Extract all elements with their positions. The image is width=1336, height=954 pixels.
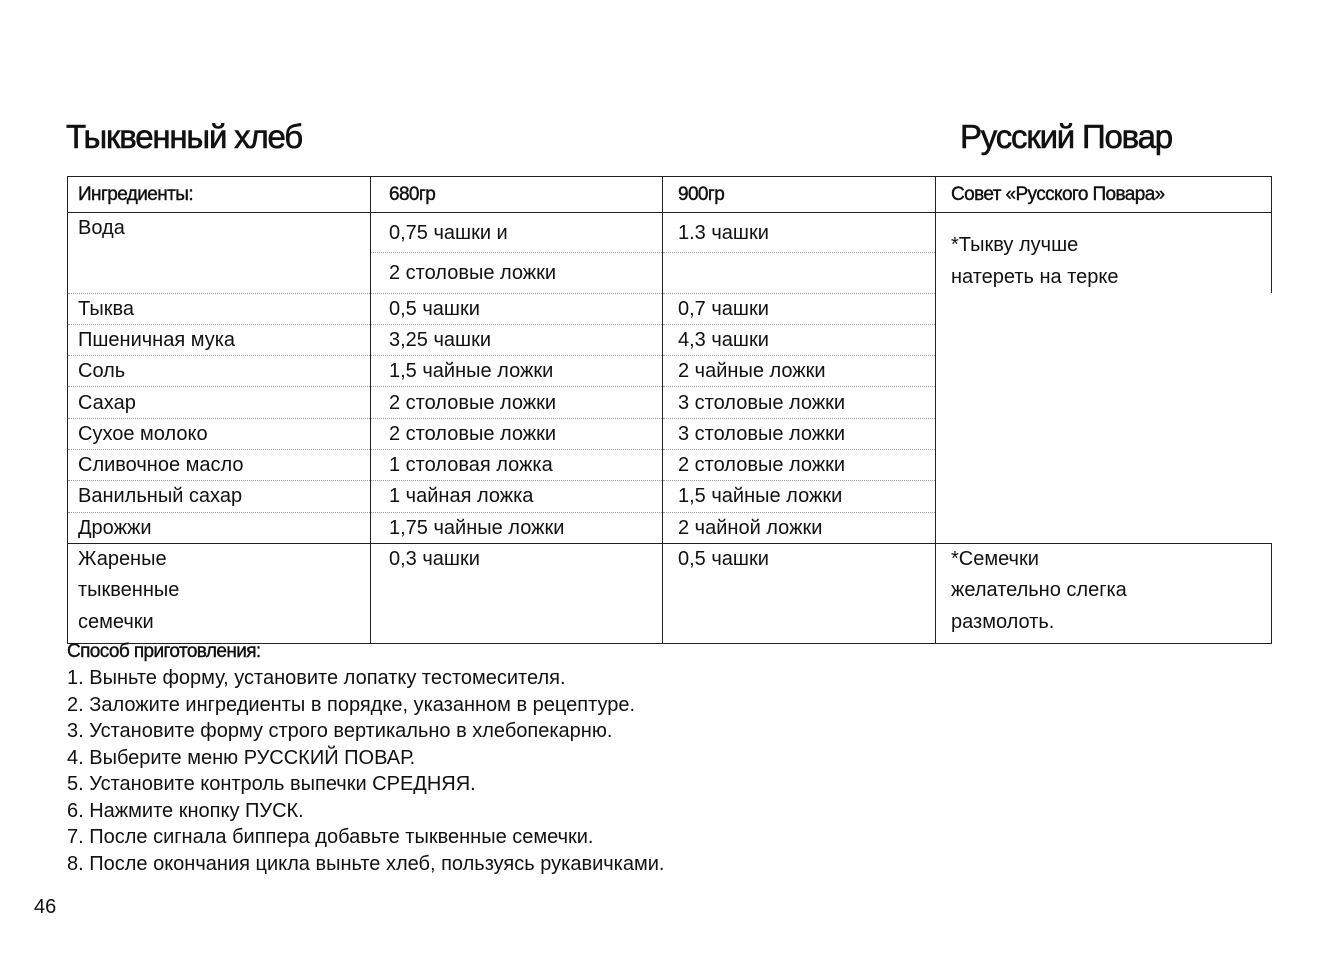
ingredient-name: Соль <box>68 356 371 387</box>
amount-680: 2 столовые ложки <box>371 253 663 293</box>
header-680: 680гр <box>371 177 663 213</box>
table-row <box>68 213 1272 253</box>
amount-680: 2 столовые ложки <box>371 418 663 449</box>
amount-680: 1,75 чайные ложки <box>371 512 663 543</box>
method-step: 2. Заложите ингредиенты в порядке, указанном в рецептуре. <box>67 693 636 716</box>
name-line: Жареные <box>78 547 167 570</box>
advice-line: *Семечки <box>951 547 1039 570</box>
method-step: 1. Выньте форму, установите лопатку тестомесителя. <box>67 667 566 689</box>
ingredients-table <box>67 176 1272 644</box>
amount-900: 2 столовые ложки <box>663 449 936 480</box>
method-step: 5. Установите контроль выпечки СРЕДНЯЯ. <box>67 773 476 795</box>
header-advice: Совет «Русского Повара» <box>936 177 1272 213</box>
ingredient-name <box>68 543 371 643</box>
amount-680: 2 столовые ложки <box>371 387 663 418</box>
method-step: 8. После окончания цикла выньте хлеб, пользуясь рукавичками. <box>67 852 665 875</box>
ingredient-name: Вода <box>68 213 371 294</box>
table-row <box>68 449 1272 480</box>
amount-900: 0,5 чашки <box>663 543 936 643</box>
amount-680: 0,75 чашки и <box>371 213 663 253</box>
table-row <box>68 481 1272 512</box>
advice-line: натереть на терке <box>951 266 1119 288</box>
table-header-row <box>68 177 1272 213</box>
ingredient-name: Пшеничная мука <box>68 324 371 355</box>
page-number: 46 <box>34 896 57 918</box>
name-line: тыквенные <box>78 579 180 602</box>
method-step: 7. После сигнала биппера добавьте тыквенные семечки. <box>67 826 594 848</box>
method-steps <box>67 665 664 877</box>
table-row <box>68 418 1272 449</box>
table-row <box>68 543 1272 643</box>
method-section <box>67 641 664 877</box>
table-row <box>68 293 1272 324</box>
amount-900: 1,5 чайные ложки <box>663 481 936 512</box>
section-title: Русский Повар <box>960 118 1172 155</box>
method-step: 3. Установите форму строго вертикально в хлебопекарню. <box>67 720 613 742</box>
amount-900: 3 столовые ложки <box>663 418 936 449</box>
amount-900: 1.3 чашки <box>663 213 936 253</box>
table-row <box>68 387 1272 418</box>
header-ingredients: Ингредиенты: <box>68 177 371 213</box>
method-step: 4. Выберите меню РУССКИЙ ПОВАР. <box>67 746 416 769</box>
name-line: семечки <box>78 610 154 633</box>
ingredient-name: Ванильный сахар <box>68 481 371 512</box>
amount-680: 1 чайная ложка <box>371 481 663 512</box>
amount-680: 3,25 чашки <box>371 324 663 355</box>
table-row <box>68 512 1272 543</box>
method-title: Способ приготовления: <box>67 641 261 662</box>
ingredient-name: Дрожжи <box>68 512 371 543</box>
amount-900: 2 чайные ложки <box>663 356 936 387</box>
table-row <box>68 324 1272 355</box>
amount-680: 0,3 чашки <box>371 543 663 643</box>
ingredient-name: Сахар <box>68 387 371 418</box>
advice-cell <box>936 213 1272 294</box>
advice-line: желательно слегка <box>951 579 1127 602</box>
ingredient-name: Тыква <box>68 293 371 324</box>
ingredient-name: Сухое молоко <box>68 418 371 449</box>
amount-900: 4,3 чашки <box>663 324 936 355</box>
advice-cell <box>936 543 1272 643</box>
recipe-title: Тыквенный хлеб <box>66 118 302 155</box>
advice-line: *Тыкву лучше <box>951 234 1079 256</box>
amount-900: 2 чайной ложки <box>663 512 936 543</box>
ingredient-name: Сливочное масло <box>68 449 371 480</box>
header-900: 900гр <box>663 177 936 213</box>
table-row <box>68 356 1272 387</box>
amount-680: 0,5 чашки <box>371 293 663 324</box>
method-step: 6. Нажмите кнопку ПУСК. <box>67 799 304 822</box>
amount-900: 0,7 чашки <box>663 293 936 324</box>
amount-900: 3 столовые ложки <box>663 387 936 418</box>
amount-900 <box>663 253 936 293</box>
amount-680: 1 столовая ложка <box>371 449 663 480</box>
amount-680: 1,5 чайные ложки <box>371 356 663 387</box>
advice-line: размолоть. <box>951 610 1055 633</box>
